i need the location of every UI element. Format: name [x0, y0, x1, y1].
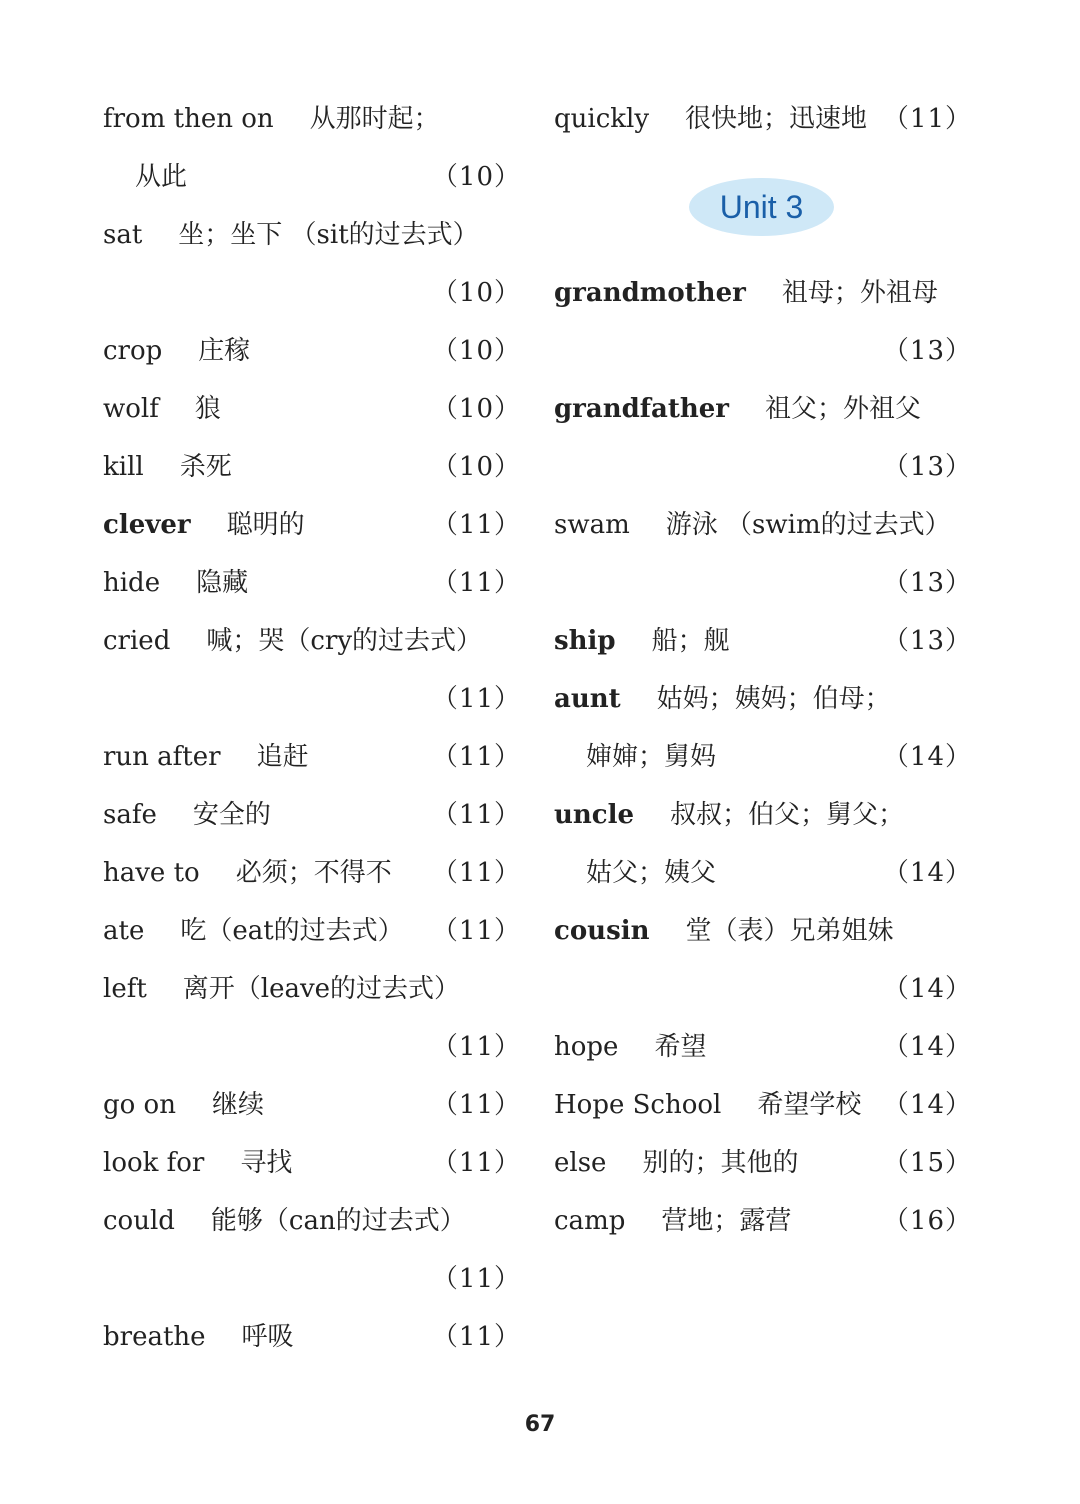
vocab-chinese: 必须；不得不: [235, 858, 392, 888]
vocab-line: [554, 1018, 972, 1076]
vocab-line: [554, 554, 972, 612]
vocab-english: from then on: [103, 104, 274, 134]
vocab-page-ref: （11）: [431, 684, 521, 714]
vocab-page-ref: （11）: [431, 1148, 521, 1178]
vocab-line: [554, 1134, 972, 1192]
vocab-chinese: 祖母；外祖母: [781, 278, 938, 308]
vocab-chinese: 姑父；姨父: [586, 858, 717, 888]
vocab-line: [103, 438, 521, 496]
page-number: 67: [524, 1412, 556, 1437]
vocab-page-ref: （10）: [431, 278, 521, 308]
vocab-line: [103, 90, 521, 148]
vocab-chinese: 叔叔；伯父；舅父；: [670, 800, 905, 830]
vocab-page-ref: （13）: [882, 452, 972, 482]
vocab-chinese: 婶婶；舅妈: [586, 742, 717, 772]
vocab-chinese: 很快地；迅速地: [685, 104, 868, 134]
vocab-english: camp: [554, 1206, 626, 1236]
vocab-line: [554, 728, 972, 786]
vocab-line: [554, 670, 972, 728]
vocab-chinese: 坐；坐下 （sit的过去式）: [178, 220, 479, 250]
vocab-line: [554, 844, 972, 902]
vocab-page-ref: （10）: [431, 336, 521, 366]
vocab-chinese: 祖父；外祖父: [765, 394, 922, 424]
vocab-line: [103, 786, 521, 844]
unit-heading: [554, 148, 972, 264]
vocab-line: [103, 380, 521, 438]
vocab-english: ship: [554, 626, 616, 656]
vocab-english: go on: [103, 1090, 176, 1120]
right-vocab-column: [554, 90, 972, 1250]
vocab-chinese: 继续: [211, 1090, 264, 1120]
right-column-top: [554, 90, 972, 148]
vocab-page-ref: （14）: [882, 1090, 972, 1120]
vocab-chinese: 姑妈；姨妈；伯母；: [656, 684, 891, 714]
vocab-page-ref: （13）: [882, 568, 972, 598]
vocab-chinese: 游泳 （swim的过去式）: [665, 510, 951, 540]
vocab-line: [103, 1076, 521, 1134]
vocab-page-ref: （10）: [431, 162, 521, 192]
vocab-page-ref: （11）: [431, 1090, 521, 1120]
vocab-english: clever: [103, 510, 191, 540]
vocab-line: [103, 728, 521, 786]
vocab-chinese: 希望: [654, 1032, 707, 1062]
vocab-line: [103, 1018, 521, 1076]
vocab-chinese: 隐藏: [196, 568, 249, 598]
vocab-english: crop: [103, 336, 163, 366]
vocab-line: [103, 206, 521, 264]
vocab-chinese: 营地；露营: [661, 1206, 792, 1236]
vocab-english: could: [103, 1206, 175, 1236]
vocab-line: [103, 554, 521, 612]
vocab-line: [103, 902, 521, 960]
vocab-line: [554, 438, 972, 496]
vocab-chinese: 别的；其他的: [642, 1148, 799, 1178]
vocab-chinese: 离开（leave的过去式）: [182, 974, 461, 1004]
vocab-english: sat: [103, 220, 143, 250]
vocab-english: grandfather: [554, 394, 729, 424]
vocab-line: [554, 1192, 972, 1250]
vocab-english: run after: [103, 742, 221, 772]
vocab-line: [103, 1308, 521, 1366]
vocab-english: cousin: [554, 916, 650, 946]
vocab-line: [103, 264, 521, 322]
vocab-chinese: 安全的: [192, 800, 271, 830]
vocab-line: [103, 960, 521, 1018]
vocab-english: swam: [554, 510, 630, 540]
vocab-page-ref: （11）: [431, 742, 521, 772]
vocab-chinese: 喊；哭（cry的过去式）: [206, 626, 483, 656]
vocab-page-ref: （11）: [431, 1032, 521, 1062]
vocab-page-ref: （14）: [882, 974, 972, 1004]
vocab-chinese: 从此: [135, 162, 188, 192]
vocab-english: Hope School: [554, 1090, 722, 1120]
vocab-page-ref: （11）: [431, 1322, 521, 1352]
vocab-line: [103, 148, 521, 206]
vocab-line: [554, 1076, 972, 1134]
vocab-chinese: 庄稼: [198, 336, 251, 366]
vocab-page-ref: （11）: [431, 916, 521, 946]
vocab-english: cried: [103, 626, 171, 656]
vocab-line: [103, 612, 521, 670]
vocab-page-ref: （11）: [431, 800, 521, 830]
vocab-chinese: 从那时起；: [309, 104, 440, 134]
vocab-chinese: 船；舰: [651, 626, 730, 656]
vocab-english: grandmother: [554, 278, 746, 308]
vocab-line: [103, 670, 521, 728]
vocab-page-ref: （10）: [431, 452, 521, 482]
vocab-english: look for: [103, 1148, 205, 1178]
vocab-page-ref: （14）: [882, 858, 972, 888]
vocab-chinese: 狼: [194, 394, 221, 424]
vocab-english: else: [554, 1148, 607, 1178]
vocab-english: left: [103, 974, 147, 1004]
vocab-line: [103, 1250, 521, 1308]
unit-badge: Unit 3: [689, 178, 834, 236]
vocab-chinese: 寻找: [240, 1148, 293, 1178]
left-vocab-column: [103, 90, 521, 1366]
vocab-page-ref: （13）: [882, 336, 972, 366]
vocab-english: ate: [103, 916, 145, 946]
vocab-chinese: 追赶: [256, 742, 309, 772]
vocab-page-ref: （11）: [431, 510, 521, 540]
vocab-page-ref: （16）: [882, 1206, 972, 1236]
vocab-chinese: 呼吸: [241, 1322, 294, 1352]
vocab-page-ref: （13）: [882, 626, 972, 656]
vocab-line: [103, 1192, 521, 1250]
vocab-line: [103, 496, 521, 554]
vocab-chinese: 吃（eat的过去式）: [180, 916, 404, 946]
vocab-english: aunt: [554, 684, 621, 714]
vocab-english: kill: [103, 452, 144, 482]
right-column-entries: [554, 264, 972, 1250]
vocab-english: have to: [103, 858, 200, 888]
vocab-english: safe: [103, 800, 157, 830]
vocab-line: [554, 960, 972, 1018]
vocab-english: breathe: [103, 1322, 206, 1352]
vocab-english: wolf: [103, 394, 159, 424]
vocab-english: uncle: [554, 800, 635, 830]
vocab-page-ref: （10）: [431, 394, 521, 424]
vocab-english: quickly: [554, 104, 650, 134]
vocab-page-ref: （14）: [882, 742, 972, 772]
vocab-line: [554, 496, 972, 554]
vocab-chinese: 堂（表）兄弟姐妹: [685, 916, 894, 946]
vocab-line: [103, 844, 521, 902]
vocab-line: [554, 786, 972, 844]
vocab-english: hope: [554, 1032, 619, 1062]
vocab-page-ref: （14）: [882, 1032, 972, 1062]
vocab-chinese: 能够（can的过去式）: [210, 1206, 466, 1236]
vocab-chinese: 聪明的: [226, 510, 305, 540]
vocab-line: [554, 322, 972, 380]
vocab-line: [554, 380, 972, 438]
vocab-page-ref: （11）: [431, 568, 521, 598]
vocab-page-ref: （11）: [882, 104, 972, 134]
vocab-line: [103, 322, 521, 380]
vocab-english: hide: [103, 568, 161, 598]
vocab-line: [554, 90, 972, 148]
vocab-chinese: 希望学校: [757, 1090, 862, 1120]
vocab-line: [554, 612, 972, 670]
vocab-page-ref: （11）: [431, 858, 521, 888]
vocab-chinese: 杀死: [179, 452, 232, 482]
vocab-page-ref: （11）: [431, 1264, 521, 1294]
vocab-line: [554, 902, 972, 960]
vocab-line: [554, 264, 972, 322]
vocab-line: [103, 1134, 521, 1192]
vocab-page-ref: （15）: [882, 1148, 972, 1178]
